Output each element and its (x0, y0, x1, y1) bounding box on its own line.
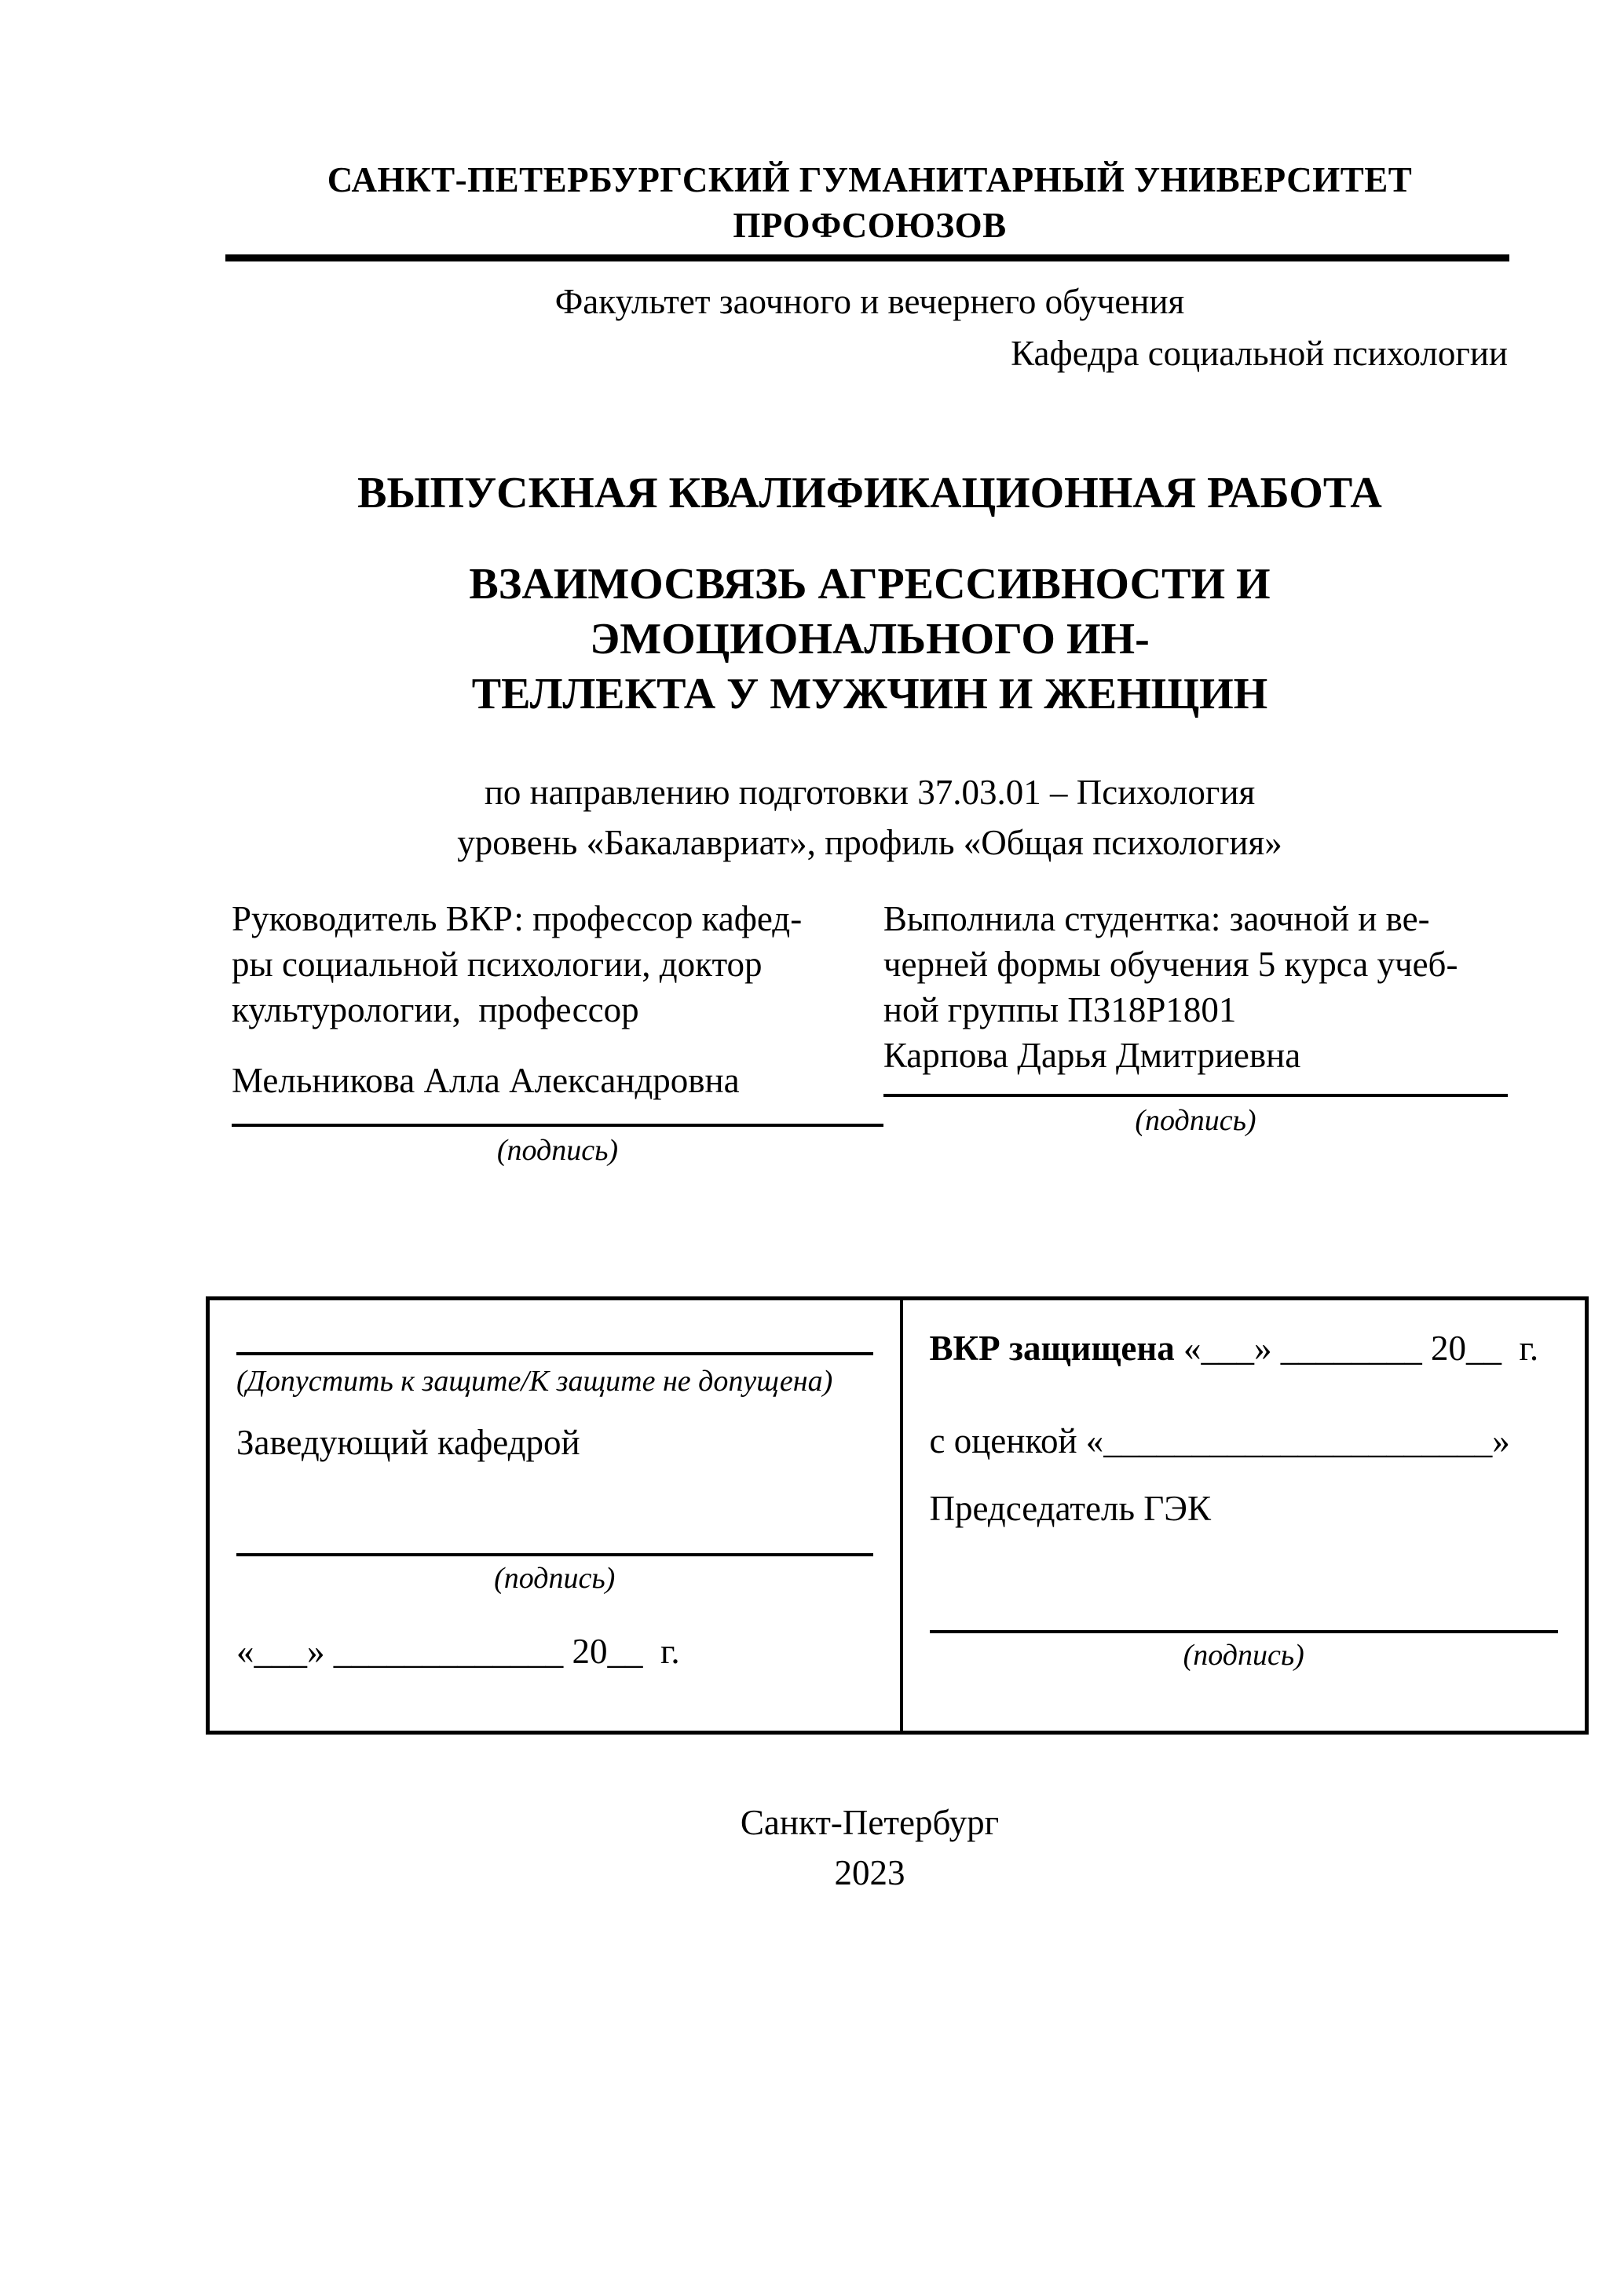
supervisor-block (232, 896, 883, 1168)
defense-date-line (930, 1325, 1559, 1371)
student-signature-caption: (подпись) (1135, 1104, 1256, 1137)
program-info (232, 767, 1508, 868)
footer-year: 2023 (834, 1853, 905, 1892)
thesis-title-line1: ВЗАИМОСВЯЗЬ АГРЕССИВНОСТИ И ЭМОЦИОНАЛЬНОГО ИН- (469, 560, 1282, 664)
approval-table (206, 1296, 1589, 1735)
supervisor-line1: Руководитель ВКР: профессор кафед- (232, 899, 803, 938)
supervisor-signature-line (232, 1124, 883, 1127)
chairman-title: Председатель ГЭК (929, 1489, 1211, 1528)
thesis-title-line2: ТЕЛЛЕКТА У МУЖЧИН И ЖЕНЩИН (471, 670, 1268, 718)
admission-cell (210, 1300, 903, 1731)
supervisor-line2: ры социальной психологии, доктор (232, 945, 763, 984)
program-level: уровень «Бакалавриат», профиль «Общая психология» (457, 823, 1282, 862)
signature-columns (232, 896, 1508, 1168)
supervisor-line3: культурологии, профессор (232, 990, 639, 1029)
student-line3: ной группы ПЗ18Р1801 (883, 990, 1237, 1029)
department-head-signature-caption: (подпись) (494, 1562, 616, 1595)
faculty-name: Факультет заочного и вечернего обучения (554, 282, 1185, 321)
supervisor-signature-caption: (подпись) (496, 1134, 619, 1167)
student-name: Карпова Дарья Дмитриевна (883, 1036, 1301, 1075)
university-name: САНКТ-ПЕТЕРБУРГСКИЙ ГУМАНИТАРНЫЙ УНИВЕРСИТЕТ ПРОФСОЮЗОВ (327, 160, 1421, 245)
program-direction: по направлению подготовки 37.03.01 – Психология (484, 773, 1256, 812)
header-rule (225, 254, 1509, 261)
chairman-signature-line (930, 1630, 1559, 1633)
department-head-signature-line (236, 1553, 873, 1556)
student-line2: черней формы обучения 5 курса учеб- (883, 945, 1458, 984)
department-head-title: Заведующий кафедрой (236, 1423, 580, 1462)
defense-date-blanks: «___» ________ 20__ г. (1174, 1329, 1539, 1368)
chairman-signature-caption: (подпись) (1183, 1639, 1304, 1672)
department-name: Кафедра социальной психологии (1011, 334, 1508, 373)
admission-caption: (Допустить к защите/К защите не допущена) (236, 1365, 833, 1398)
student-signature-line (883, 1094, 1508, 1097)
defense-label: ВКР защищена (929, 1329, 1175, 1368)
work-type-title: ВЫПУСКНАЯ КВАЛИФИКАЦИОННАЯ РАБОТА (357, 469, 1382, 517)
student-block (883, 896, 1508, 1168)
admission-decision-line (236, 1352, 873, 1355)
thesis-title (232, 557, 1508, 722)
student-line1: Выполнила студентка: заочной и ве- (883, 899, 1430, 938)
supervisor-name: Мельникова Алла Александровна (232, 1061, 740, 1100)
grade-line: с оценкой «______________________» (929, 1421, 1510, 1461)
defense-cell (903, 1300, 1586, 1731)
admission-date-line: «___» _____________ 20__ г. (236, 1632, 680, 1671)
footer-city: Санкт-Петербург (740, 1803, 1000, 1842)
